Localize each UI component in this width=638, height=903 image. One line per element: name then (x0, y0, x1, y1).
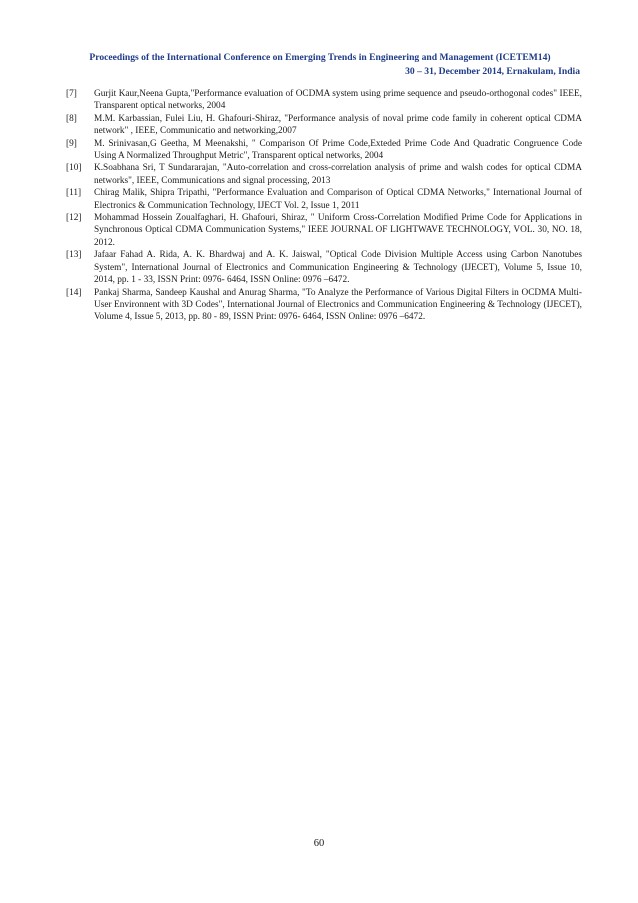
reference-text: Gurjit Kaur,Neena Gupta,"Performance evaluation of OCDMA system using prime sequence and pseudo-orthogonal codes" IEEE, Transparent optical networks, 2004 (94, 89, 582, 112)
reference-list (66, 88, 582, 324)
reference-item (66, 249, 582, 286)
reference-text: Pankaj Sharma, Sandeep Kaushal and Anurag Sharma, "To Analyze the Performance of Various Digital Filters in OCDMA Multi-User Environnent with 3D Codes", International Journal of Electronics and Communication Engineering & Technology (IJECET), Volume 4, Issue 5, 2013, pp. 80 - 89, ISSN Print: 0976- 6464, ISSN Online: 0976 –6472. (94, 287, 582, 323)
reference-item (66, 88, 582, 113)
reference-number: [9] (66, 138, 77, 149)
reference-text: Mohammad Hossein Zoualfaghari, H. Ghafouri, Shiraz, " Uniform Cross-Correlation Modified Prime Code for Applications in Synchronous Optical CDMA Communication Systems," IEEE JOURNAL OF LIGHTWAVE TECHNOLOGY, VOL. 30, NO. 18, 2012. (94, 213, 582, 248)
reference-item (66, 162, 582, 187)
page-number: 60 (313, 838, 325, 849)
header-date-location: 30 – 31, December 2014, Ernakulam, India (405, 66, 580, 77)
running-header (60, 51, 580, 79)
reference-item (66, 187, 582, 212)
reference-number: [8] (66, 113, 77, 124)
reference-number: [10] (66, 163, 82, 174)
reference-text: Jafaar Fahad A. Rida, A. K. Bhardwaj and A. K. Jaiswal, "Optical Code Division Multiple Access using Carbon Nanotubes System", International Journal of Electronics and Communication Engineering & Technology (IJECET), Volume 5, Issue 10, 2014, pp. 1 - 33, ISSN Print: 0976- 6464, ISSN Online: 0976 –6472. (94, 250, 582, 286)
reference-text: M.M. Karbassian, Fulei Liu, H. Ghafouri-Shiraz, "Performance analysis of noval prime code family in coherent optical CDMA network" , IEEE, Communicatio and networking,2007 (94, 113, 582, 137)
reference-number: [13] (66, 250, 82, 261)
reference-text: M. Srinivasan,G Geetha, M Meenakshi, " Comparison Of Prime Code,Exteded Prime Code And Quadratic Congruence Code Using A Normalized Throughput Metric", Transparent optical networks, 2004 (94, 138, 582, 162)
reference-item (66, 212, 582, 249)
reference-number: [14] (66, 287, 82, 298)
reference-text: K.Soabhana Sri, T Sundararajan, "Auto-correlation and cross-correlation analysis of prime and walsh codes for optical CDMA networks", IEEE, Communications and signal processing, 2013 (94, 163, 582, 186)
header-conference-title: Proceedings of the International Conference on Emerging Trends in Engineering and Management (ICETEM14) (89, 52, 551, 63)
reference-number: [11] (66, 188, 82, 199)
reference-item (66, 138, 582, 163)
reference-number: [7] (66, 89, 77, 99)
reference-item (66, 287, 582, 324)
reference-text: Chirag Malik, Shipra Tripathi, "Performance Evaluation and Comparison of Optical CDMA Networks," International Journal of Electronics & Communication Technology, IJECT Vol. 2, Issue 1, 2011 (94, 188, 582, 211)
reference-item (66, 113, 582, 138)
reference-number: [12] (66, 213, 82, 224)
